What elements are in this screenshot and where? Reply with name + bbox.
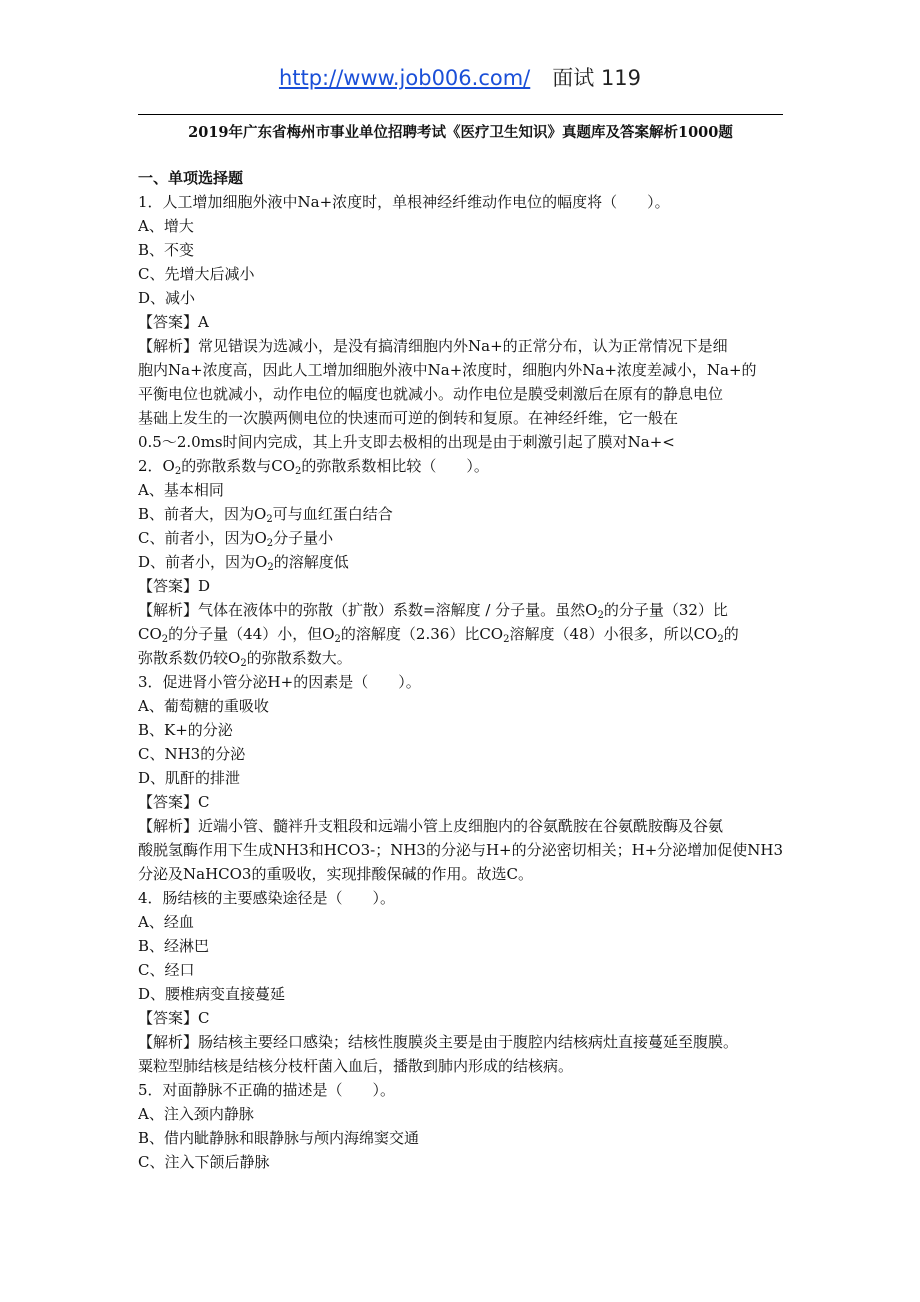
header-divider (138, 114, 783, 115)
page-label: 面试 119 (552, 66, 642, 90)
analysis-line: 【解析】常见错误为选减小，是没有搞清细胞内外Na+的正常分布，认为正常情况下是细 (138, 337, 728, 355)
option: A、经血 (138, 913, 194, 931)
option: B、经淋巴 (138, 937, 210, 955)
analysis-line: 0.5～2.0ms时间内完成，其上升支即去极相的出现是由于刺激引起了膜对Na+< (138, 433, 675, 451)
site-link[interactable]: http://www.job006.com/ (278, 66, 531, 90)
question-4-stem: 4．肠结核的主要感染途径是（ ）。 (138, 889, 396, 907)
analysis-line: 平衡电位也就减小，动作电位的幅度也就减小。动作电位是膜受刺激后在原有的静息电位 (138, 385, 724, 403)
option: A、基本相同 (138, 481, 224, 499)
analysis-line: 【解析】气体在液体中的弥散（扩散）系数=溶解度 / 分子量。虽然$O_2$的分子量（32）比 (138, 601, 728, 621)
option: B、借内眦静脉和眼静脉与颅内海绵窦交通 (138, 1129, 420, 1147)
option: C、NH3的分泌 (138, 745, 246, 763)
option: B、不变 (138, 241, 195, 259)
page-header (0, 62, 920, 92)
option: C、前者小，因为$O_2$分子量小 (138, 529, 334, 549)
answer: 【答案】A (138, 313, 209, 331)
answer: 【答案】D (138, 577, 211, 595)
analysis-line: 【解析】近端小管、髓袢升支粗段和远端小管上皮细胞内的谷氨酰胺在谷氨酰胺酶及谷氨 (138, 817, 724, 835)
option: C、经口 (138, 961, 195, 979)
question-3-stem: 3．促进肾小管分泌H+的因素是（ ）。 (138, 673, 421, 691)
analysis-line: 粟粒型肺结核是结核分枝杆菌入血后，播散到肺内形成的结核病。 (138, 1057, 574, 1075)
analysis-line: 酸脱氢酶作用下生成NH3和HCO3-；NH3的分泌与H+的分泌密切相关；H+分泌增加促使NH3 (138, 841, 784, 859)
analysis-line: 基础上发生的一次膜两侧电位的快速而可逆的倒转和复原。在神经纤维，它一般在 (138, 409, 679, 427)
option: B、K+的分泌 (138, 721, 233, 739)
option: D、前者小，因为$O_2$的溶解度低 (138, 553, 349, 573)
answer: 【答案】C (138, 793, 210, 811)
option: D、减小 (138, 289, 196, 307)
document-body (138, 166, 786, 1174)
option: A、增大 (138, 217, 194, 235)
answer: 【答案】C (138, 1009, 210, 1027)
option: B、前者大，因为$O_2$可与血红蛋白结合 (138, 505, 393, 525)
analysis-line: $CO_2$的分子量（44）小，但$O_2$的溶解度（2.36）比$CO_2$溶解度（48）小很多，所以$CO_2$的 (138, 625, 739, 645)
option: D、腰椎病变直接蔓延 (138, 985, 286, 1003)
analysis-line: 弥散系数仍较$O_2$的弥散系数大。 (138, 649, 352, 669)
option: A、注入颈内静脉 (138, 1105, 254, 1123)
question-1-stem: 1．人工增加细胞外液中Na+浓度时，单根神经纤维动作电位的幅度将（ ）。 (138, 193, 670, 211)
analysis-line: 分泌及NaHCO3的重吸收，实现排酸保碱的作用。故选C。 (138, 865, 533, 883)
option: A、葡萄糖的重吸收 (138, 697, 269, 715)
document-title: 2019年广东省梅州市事业单位招聘考试《医疗卫生知识》真题库及答案解析1000题 (188, 124, 733, 141)
option: C、注入下颌后静脉 (138, 1153, 270, 1171)
option: D、肌酐的排泄 (138, 769, 241, 787)
question-5-stem: 5．对面静脉不正确的描述是（ ）。 (138, 1081, 396, 1099)
analysis-line: 胞内Na+浓度高，因此人工增加细胞外液中Na+浓度时，细胞内外Na+浓度差减小，Na+的 (138, 361, 757, 379)
analysis-line: 【解析】肠结核主要经口感染；结核性腹膜炎主要是由于腹腔内结核病灶直接蔓延至腹膜。 (138, 1033, 739, 1051)
option: C、先增大后减小 (138, 265, 255, 283)
section-title: 一、单项选择题 (138, 169, 244, 187)
question-2-stem: 2．$O_2$的弥散系数与$CO_2$的弥散系数相比较（ ）。 (138, 457, 489, 477)
